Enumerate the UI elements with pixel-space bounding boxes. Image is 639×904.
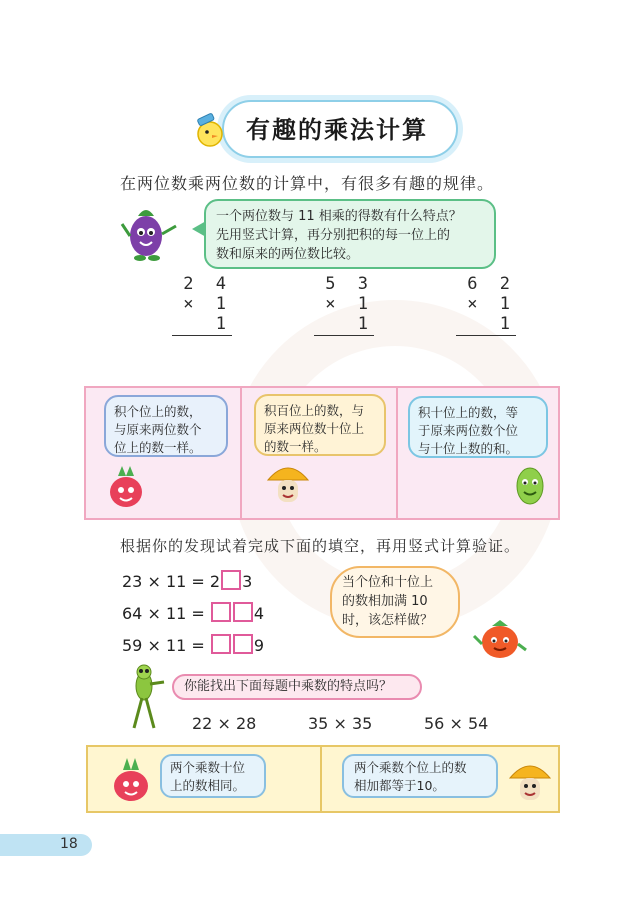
vertical-bottom: × 1 1 <box>172 294 232 336</box>
question-line-2: 先用竖式计算，再分别把积的每一位上的 <box>216 228 451 243</box>
radish-character-icon <box>108 754 154 804</box>
tip-line: 当个位和十位上 <box>342 575 434 590</box>
equation-left: 64 × 11 = <box>122 604 205 623</box>
equation-left: 59 × 11 = <box>122 636 205 655</box>
product-3: 56 × 54 <box>424 714 489 733</box>
product-1: 22 × 28 <box>192 714 257 733</box>
finding-line: 积百位上的数，与 <box>264 403 365 418</box>
fill-equation-1 <box>122 570 252 591</box>
fill-equation-3 <box>122 634 264 655</box>
answer-box[interactable] <box>233 634 253 654</box>
answer-box[interactable] <box>211 634 231 654</box>
hint-line: 两个乘数十位 <box>170 760 246 775</box>
instruction-text: 根据你的发现试着完成下面的填空，再用竖式计算验证。 <box>120 537 521 555</box>
finding-line: 积个位上的数， <box>114 404 202 419</box>
hint-line: 上的数相同。 <box>170 778 246 793</box>
tip-line: 的数相加满 10 <box>342 594 428 609</box>
equation-right: 4 <box>253 604 265 623</box>
hint-line: 相加都等于10。 <box>354 778 445 793</box>
grasshopper-character-icon <box>124 662 168 732</box>
equation-left: 23 × 11 = 2 <box>122 572 221 591</box>
panel-divider <box>396 388 398 518</box>
page-title: 有趣的乘法计算 <box>246 116 428 144</box>
mushroom-character-icon <box>266 458 310 510</box>
vertical-problem-1 <box>172 274 232 336</box>
hint-bubble-left <box>160 754 266 798</box>
vertical-problem-2 <box>314 274 374 336</box>
mushroom-character-icon <box>508 756 552 808</box>
answer-box[interactable] <box>221 570 241 590</box>
bean-character-icon <box>512 460 548 510</box>
page-number-tab <box>0 834 92 856</box>
tomato-character-icon <box>472 614 528 666</box>
answer-box[interactable] <box>211 602 231 622</box>
panel-divider <box>240 388 242 518</box>
intro-text: 在两位数乘两位数的计算中，有很多有趣的规律。 <box>120 174 495 193</box>
finding-line: 位上的数一样。 <box>114 440 202 455</box>
hint-line: 两个乘数个位上的数 <box>354 760 467 775</box>
fill-equation-2 <box>122 602 264 623</box>
question-bubble <box>204 199 496 269</box>
vertical-top: 6 2 <box>467 274 516 294</box>
panel-divider <box>320 747 322 811</box>
question-line-1: 一个两位数与 11 相乘的得数有什么特点？ <box>216 209 462 224</box>
bubble-tail <box>192 221 206 237</box>
finding-line: 于原来两位数个位 <box>418 423 519 438</box>
eggplant-character-icon <box>118 196 180 262</box>
finding-bubble-2 <box>254 394 386 456</box>
finding-bubble-1 <box>104 395 228 457</box>
radish-character-icon <box>104 462 148 510</box>
vertical-bottom: × 1 1 <box>456 294 516 336</box>
vertical-top: 5 3 <box>325 274 374 294</box>
chick-with-telescope-icon <box>190 110 230 150</box>
finding-line: 原来两位数十位上 <box>264 421 365 436</box>
answer-box[interactable] <box>233 602 253 622</box>
finding-line: 积十位上的数，等 <box>418 405 519 420</box>
page-number: 18 <box>60 836 78 852</box>
find-question-bubble: 你能找出下面每题中乘数的特点吗？ <box>172 674 422 700</box>
equation-right: 9 <box>253 636 265 655</box>
question-line-3: 数和原来的两位数比较。 <box>216 247 360 262</box>
tip-cloud <box>330 566 460 638</box>
vertical-problem-3 <box>456 274 516 336</box>
vertical-top: 2 4 <box>183 274 232 294</box>
hint-bubble-right <box>342 754 498 798</box>
vertical-bottom: × 1 1 <box>314 294 374 336</box>
product-2: 35 × 35 <box>308 714 373 733</box>
finding-line: 与十位上数的和。 <box>418 441 519 456</box>
finding-line: 的数一样。 <box>264 439 327 454</box>
finding-line: 与原来两位数个 <box>114 422 202 437</box>
finding-bubble-3 <box>408 396 548 458</box>
equation-right: 3 <box>242 572 253 591</box>
tip-line: 时，该怎样做？ <box>342 613 434 628</box>
